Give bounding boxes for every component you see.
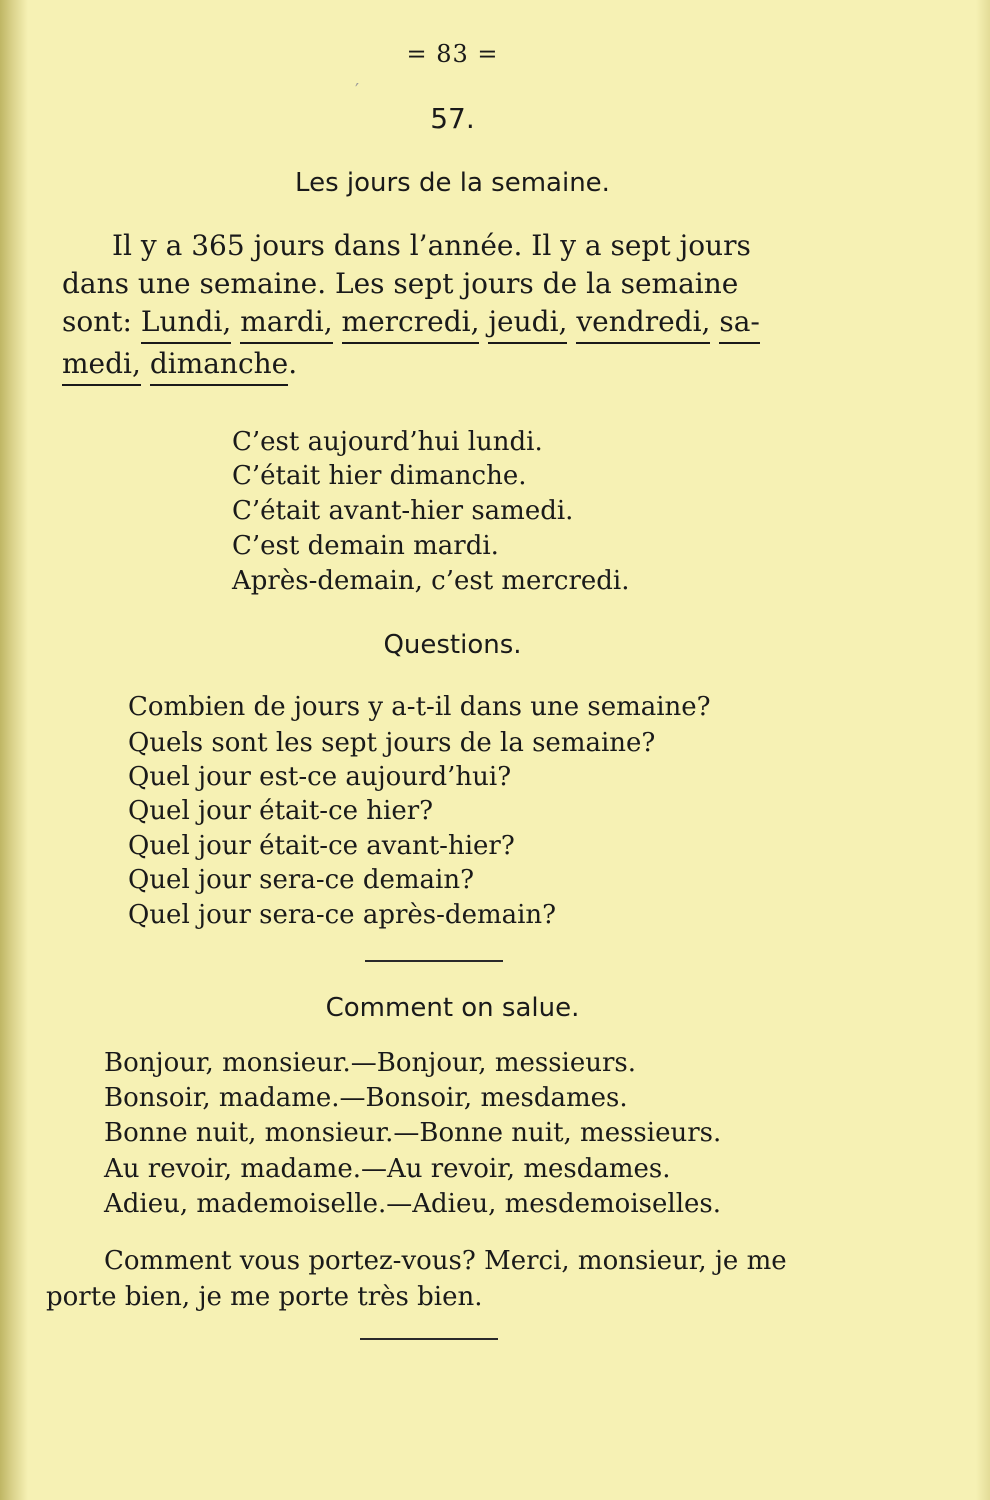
day-word: sa-	[719, 305, 760, 344]
section-heading-questions: Questions.	[383, 630, 522, 660]
question-line: Quel jour était-ce hier?	[128, 796, 434, 826]
question-line: Combien de jours y a-t-il dans une semaine?	[128, 692, 711, 722]
page-number: = 83 =	[406, 40, 499, 68]
example-sentence: C’était avant-hier samedi.	[232, 496, 574, 526]
question-line: Quel jour sera-ce après-demain?	[128, 900, 557, 930]
question-line: Quel jour est-ce aujourd’hui?	[128, 762, 512, 792]
question-line: Quel jour était-ce avant-hier?	[128, 831, 515, 861]
paragraph-line-2: dans une semaine. Les sept jours de la semaine	[62, 267, 739, 300]
section-divider	[365, 960, 503, 962]
paragraph-line-3	[62, 304, 760, 340]
paragraph-line-1: Il y a 365 jours dans l’année. Il y a sept jours	[112, 229, 751, 262]
greeting-line: Au revoir, madame.—Au revoir, mesdames.	[104, 1154, 671, 1184]
paragraph-line-4	[62, 346, 297, 382]
greeting-line: Bonne nuit, monsieur.—Bonne nuit, messieurs.	[104, 1118, 722, 1148]
question-line: Quel jour sera-ce demain?	[128, 865, 475, 895]
question-line: Quels sont les sept jours de la semaine?	[128, 728, 656, 758]
day-word: dimanche	[150, 347, 288, 386]
closing-line-1: Comment vous portez-vous? Merci, monsieur, je me	[104, 1246, 787, 1276]
day-word: medi,	[62, 347, 141, 386]
paragraph-end: .	[288, 347, 298, 380]
day-word: mardi,	[240, 305, 332, 344]
lesson-number: 57.	[430, 102, 475, 135]
example-sentence: C’était hier dimanche.	[232, 461, 527, 491]
day-word: vendredi,	[576, 305, 710, 344]
paragraph-lead: sont:	[62, 305, 132, 338]
greeting-line: Bonsoir, madame.—Bonsoir, mesdames.	[104, 1083, 628, 1113]
section-heading-days: Les jours de la semaine.	[295, 168, 610, 198]
greeting-line: Bonjour, monsieur.—Bonjour, messieurs.	[104, 1048, 637, 1078]
day-word: mercredi,	[342, 305, 480, 344]
example-sentence: C’est aujourd’hui lundi.	[232, 427, 543, 457]
closing-line-2: porte bien, je me porte très bien.	[46, 1282, 483, 1312]
section-divider	[360, 1338, 498, 1340]
example-sentence: C’est demain mardi.	[232, 531, 499, 561]
page-binding-shadow	[0, 0, 28, 1500]
page-edge	[976, 0, 990, 1500]
day-word: jeudi,	[488, 305, 567, 344]
greeting-line: Adieu, mademoiselle.—Adieu, mesdemoiselles.	[104, 1189, 722, 1219]
section-heading-greetings: Comment on salue.	[325, 993, 580, 1023]
ink-smudge: ′	[355, 80, 360, 101]
example-sentence: Après-demain, c’est mercredi.	[232, 566, 630, 596]
day-word: Lundi,	[141, 305, 231, 344]
